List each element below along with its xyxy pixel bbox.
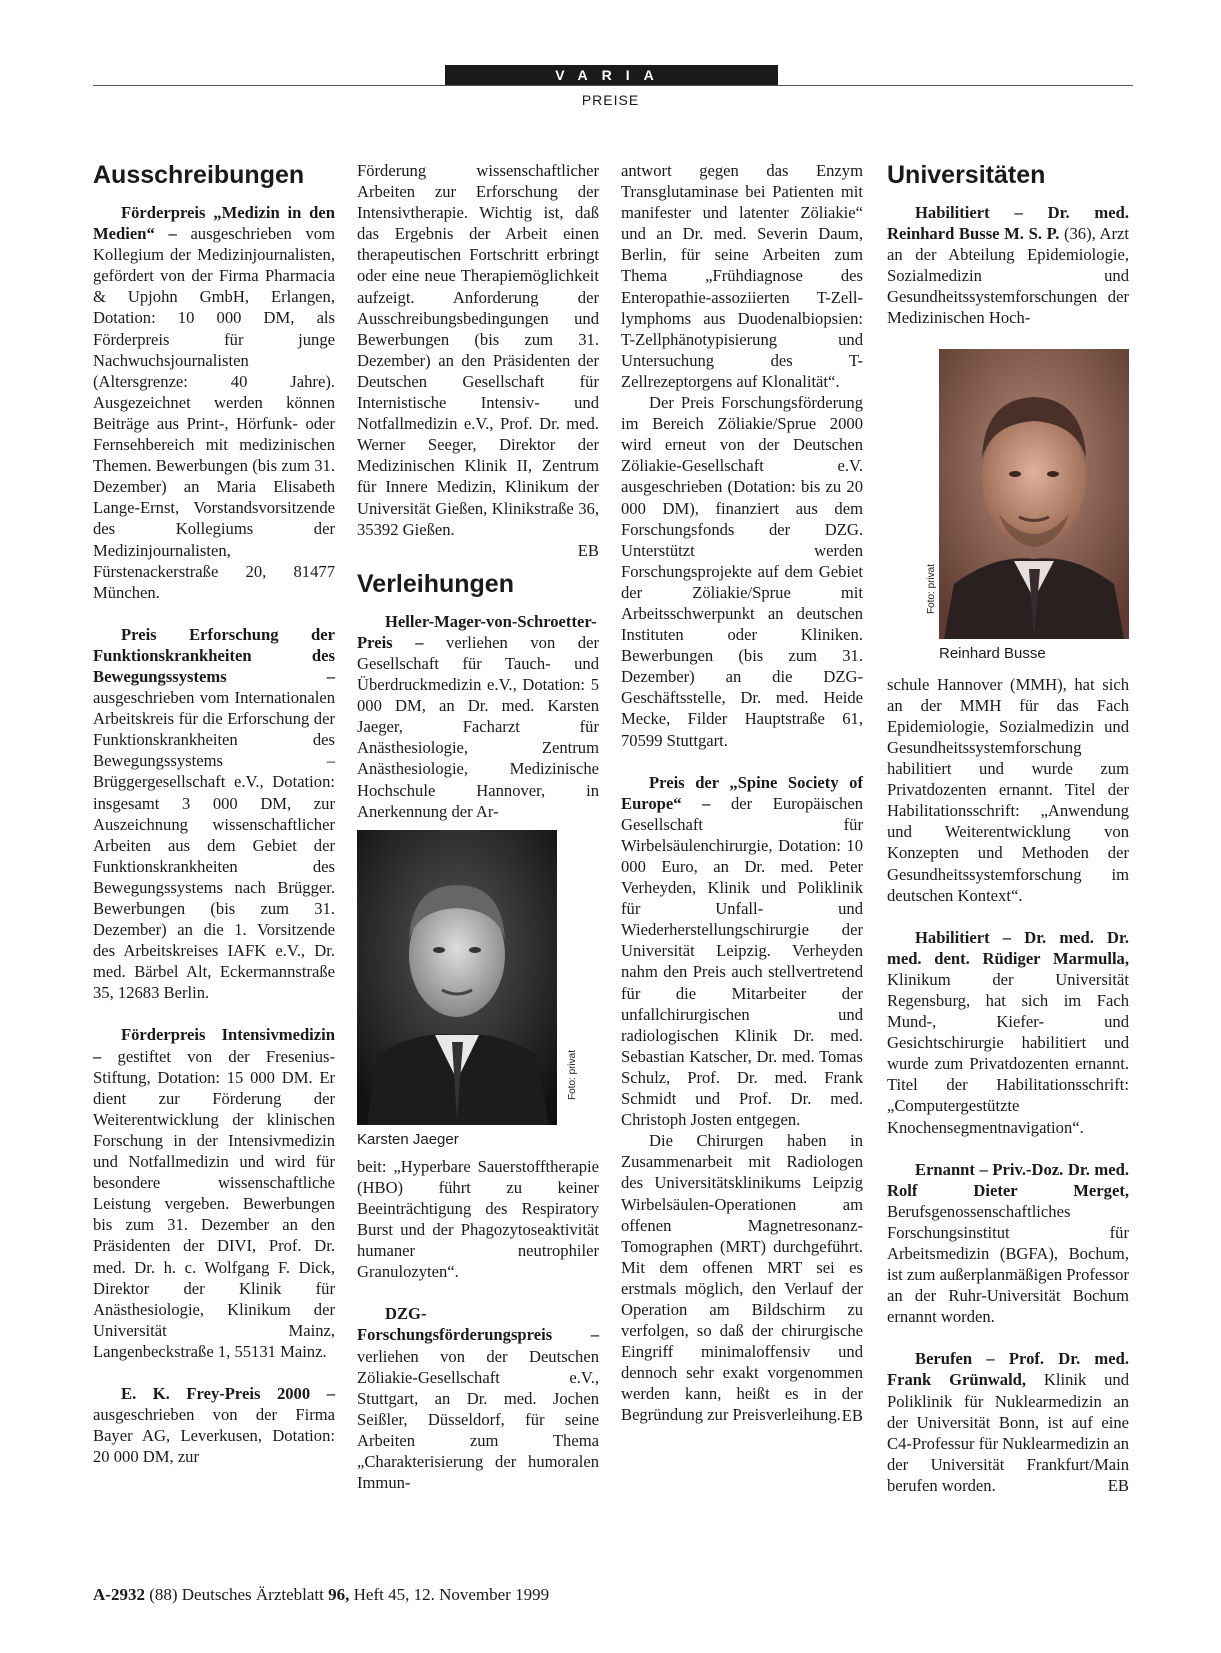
column-1 — [93, 160, 335, 1467]
article-body: Klinikum der Universität Regensburg, hat sich im Fach Mund-, Kiefer- und Gesichtschirurgie habilitiert und wurde zum Privatdozenten ernannt. Titel der Habilitationsschrift: „Computergestützte Knochensegmentnavigation“. — [887, 969, 1129, 1137]
article-busse — [887, 202, 1129, 329]
article-body — [621, 1130, 863, 1425]
heading-verleihungen: Verleihungen — [357, 569, 514, 598]
article-text: Der Preis Forschungsförderung im Bereich Zöliakie/Sprue 2000 wird erneut von der Deutschen Zöliakie-Gesellschaft e.V. ausgeschrieben (Dotation: bis zu 20 000 DM), finanziert aus dem Forschungsfonds der DZG. Unterstützt werden Forschungsprojekte auf dem Gebiet der Zöliakie/Sprue mit Arbeitsschwerpunkt an deutschen Instituten oder Kliniken. Bewerbungen (bis zum 31. Dezember) an die DZG-Geschäftsstelle, Dr. med. Heide Mecke, Filder Hauptstraße 61, 70599 Stuttgart. — [621, 393, 863, 750]
portrait-illustration — [357, 830, 557, 1125]
article-text: beit: „Hyperbare Sauerstofftherapie (HBO) führt zu keiner Beeinträchtigung des Respiratory Burst und der Phagozytoseaktivität humaner neutrophiler Granulozyten“. — [357, 1156, 599, 1282]
page-footer — [93, 1585, 549, 1605]
article-title: Heller-Mager-von-Schroetter-Preis – — [357, 611, 597, 652]
article-body: ausgeschrieben vom Internationalen Arbeitskreis für die Erforschung der Funktionskrankheiten des Bewegungssystems – Brüggergesellschaft e.V., Dotation: insgesamt 3 000 DM, zur Auszeichnung wissenschaftlicher Arbeiten aus dem Gebiet der Funktionskrankheiten des Bewegungssystems nach Brügger. Bewerbungen (bis zum 31. Dezember) an die 1. Vorsitzende des Arbeitskreises IAFK e.V., Dr. med. Bärbel Alt, Eckermannstraße 35, 12683 Berlin. — [93, 688, 335, 1003]
issue-date: Heft 45, 12. November 1999 — [353, 1585, 550, 1604]
article-funktionskrankheiten — [93, 624, 335, 1004]
portrait-photo — [357, 830, 557, 1125]
column-4 — [887, 160, 1129, 1496]
photo-caption: Karsten Jaeger — [357, 1130, 459, 1148]
article-body — [357, 1156, 599, 1283]
article-body — [357, 160, 599, 540]
article-title: DZG-Forschungsförderungspreis – — [357, 1304, 599, 1345]
volume: 96, — [328, 1585, 350, 1604]
article-body: ausgeschrieben vom Kollegium der Medizinjournalisten, gefördert von der Firma Pharmacia & Upjohn GmbH, Erlangen, Dotation: 10 000 DM, als Förderpreis für junge Nachwuchsjournalisten (Altersgrenze: 40 Jahre). Ausgezeichnet werden können Beiträge aus Print-, Hörfunk- oder Fernsehbereich mit medizinischen Themen. Bewerbungen (bis zum 31. Dezember) an Maria Elisabeth Lange-Ernst, Vorstandsvorsitzende des Kollegiums der Medizinjournalisten, Fürstenackerstraße 20, 81477 München. — [93, 224, 335, 602]
article-intensivmedizin — [93, 1024, 335, 1362]
article-text: antwort gegen das Enzym Transglutaminase bei Patienten mit manifester und latenter Zöliakie“ und an Dr. med. Severin Daum, Berlin, für seine Arbeiten zum Thema „Frühdiagnose des Enteropathie-assoziierten T-Zell-lymphoms aus Duodenalbiopsien: T-Zellphänotypisierung und Untersuchung des T-Zellrezeptorgens auf Klonalität“. — [621, 161, 863, 391]
photo-credit: Foto: privat — [567, 1049, 578, 1100]
article-body: Berufsgenossenschaftliches Forschungsinstitut für Arbeitsmedizin (BGFA), Bochum, ist zum außerplanmäßigen Professor an der Ruhr-Universität Bochum ernannt worden. — [887, 1201, 1129, 1327]
article-title: Förderpreis Intensivmedizin – — [93, 1025, 335, 1066]
article-spine-society — [621, 772, 863, 1131]
article-body: (36), Arzt an der Abteilung Epidemiologie, Sozialmedizin und Gesundheitssystemforschungen der Medizinischen Hoch- — [887, 224, 1129, 328]
article-marmulla — [887, 927, 1129, 1138]
heading-ausschreibungen: Ausschreibungen — [93, 161, 305, 189]
author-sign: EB — [577, 540, 599, 560]
photo-reinhard-busse — [926, 349, 1129, 664]
portrait-illustration — [939, 349, 1129, 639]
photo-caption: Reinhard Busse — [939, 644, 1046, 662]
article-title: Berufen – Prof. Dr. med. Frank Grünwald, — [887, 1349, 1129, 1390]
article-title: Förderpreis „Medizin in den Medien“ – — [93, 203, 335, 244]
photo-karsten-jaeger — [357, 830, 599, 1150]
publication: (88) Deutsches Ärzteblatt — [149, 1585, 324, 1604]
article-text: Förderung wissenschaftlicher Arbeiten zur Erforschung der Intensivtherapie. Wichtig ist, daß das Ergebnis der Arbeit einen therapeutischen Fortschritt erbringt oder eine neue Therapiemöglichkeit aufzeigt. Anforderung der Ausschreibungsbedingungen und Bewerbungen (bis zum 31. Dezember) an den Präsidenten der Deutschen Gesellschaft für Internistische Intensiv- und Notfallmedizin e.V., Prof. Dr. med. Werner Seeger, Direktor der Medizinischen Klinik II, Zentrum für Innere Medizin, Klinikum der Universität Gießen, Klinikstraße 36, 35392 Gießen. — [357, 161, 599, 539]
subsection-label: PREISE — [581, 92, 640, 108]
portrait-photo — [939, 349, 1129, 639]
article-gruenwald — [887, 1348, 1129, 1496]
article-heller-mager — [357, 611, 599, 822]
photo-credit: Foto: privat — [926, 563, 937, 614]
header-rule — [93, 85, 1133, 86]
article-title: Preis Erforschung der Funktionskrankheiten des Bewegungssystems – — [93, 624, 335, 686]
article-body: gestiftet von der Fresenius-Stiftung, Dotation: 15 000 DM. Er dient zur Förderung der Weiterentwicklung der klinischen Forschung in der Intensivmedizin und Notfallmedizin und wird für besondere wissenschaftliche Leistung vergeben. Bewerbungen bis zum 31. Dezember an den Präsidenten der DIVI, Prof. Dr. med. Dr. h. c. Wolfgang F. Dick, Direktor der Klinik für Anästhesiologie, Klinikum der Universität Mainz, Langenbeckstraße 1, 55131 Mainz. — [93, 1046, 335, 1361]
column-3 — [621, 160, 863, 1426]
article-body: ausgeschrieben von der Firma Bayer AG, Leverkusen, Dotation: 20 000 DM, zur — [93, 1405, 335, 1467]
article-body — [621, 160, 863, 392]
section-banner: VARIA — [445, 65, 778, 85]
column-2 — [357, 160, 599, 1493]
article-text: Die Chirurgen haben in Zusammenarbeit mit Radiologen des Universitätsklinikums Leipzig Wirbelsäulen-Operationen am offenen Magnetresonanz-Tomographen (MRT) durchgeführt. Mit dem offenen MRT sei es erstmals möglich, den Verlauf der Operation am Bildschirm zu verfolgen, so daß der chirurgische Eingriff minimaloffensiv und dennoch sehr exakt vorgenommen werden kann, heißt es in der Begründung zur Preisverleihung. — [621, 1131, 863, 1425]
article-body — [621, 392, 863, 751]
heading-universitaeten: Universitäten — [887, 161, 1046, 189]
article-merget — [887, 1159, 1129, 1328]
article-title: Preis der „Spine Society of Europe“ – — [621, 772, 863, 813]
article-medizin-medien — [93, 202, 335, 603]
author-sign: EB — [1107, 1476, 1129, 1496]
article-dzg-forschung — [357, 1303, 599, 1493]
page-number: A-2932 — [93, 1585, 145, 1604]
article-title: E. K. Frey-Preis 2000 – — [121, 1383, 335, 1403]
article-title: Habilitiert – Dr. med. Reinhard Busse M. S. P. — [887, 203, 1129, 244]
article-body: der Europäischen Gesellschaft für Wirbelsäulenchirurgie, Dotation: 10 000 Euro, an Dr. med. Peter Verheyden, Klinik und Poliklinik für Unfall- und Wiederherstellungschirurgie der Universität Leipzig. Verheyden nahm den Preis auch stellvertretend für die Mitarbeiter der unfallchirurgischen und radiologischen Klinik Dr. med. Sebastian Katscher, Dr. med. Tomas Schulz, Prof. Dr. med. Frank Schmidt und Prof. Dr. med. Christoph Josten entgegen. — [621, 793, 864, 1130]
article-body: verliehen von der Gesellschaft für Tauch- und Überdruckmedizin e.V., Dotation: 5 000 DM, an Dr. med. Karsten Jaeger, Facharzt für Anästhesiologie, Zentrum Anästhesiologie, Medizinische Hochschule Hannover, in Anerkennung der Ar- — [357, 632, 599, 821]
article-body: verliehen von der Deutschen Zöliakie-Gesellschaft e.V., Stuttgart, an Dr. med. Jochen Seißler, Düsseldorf, für seine Arbeiten zum Thema „Charakterisierung der humoralen Immun- — [357, 1346, 599, 1493]
article-frey-preis — [93, 1383, 335, 1467]
article-title: Habilitiert – Dr. med. Dr. med. dent. Rüdiger Marmulla, — [887, 927, 1129, 968]
article-title: Ernannt – Priv.-Doz. Dr. med. Rolf Dieter Merget, — [887, 1159, 1129, 1200]
article-body — [887, 674, 1129, 906]
author-sign: EB — [841, 1405, 863, 1425]
article-body: Klinik und Poliklinik für Nuklearmedizin an der Universität Bonn, ist auf eine C4-Professur für Nuklearmedizin an der Universität Frankfurt/Main berufen worden. — [887, 1370, 1129, 1495]
article-text: schule Hannover (MMH), hat sich an der MMH für das Fach Epidemiologie, Sozialmedizin und Gesundheitssystemforschung habilitiert und wurde zum Privatdozenten ernannt. Titel der Habilitationsschrift: „Anwendung und Weiterentwicklung von Konzepten und Methoden der Gesundheitssystemforschung im deutschen Kontext“. — [887, 674, 1129, 905]
